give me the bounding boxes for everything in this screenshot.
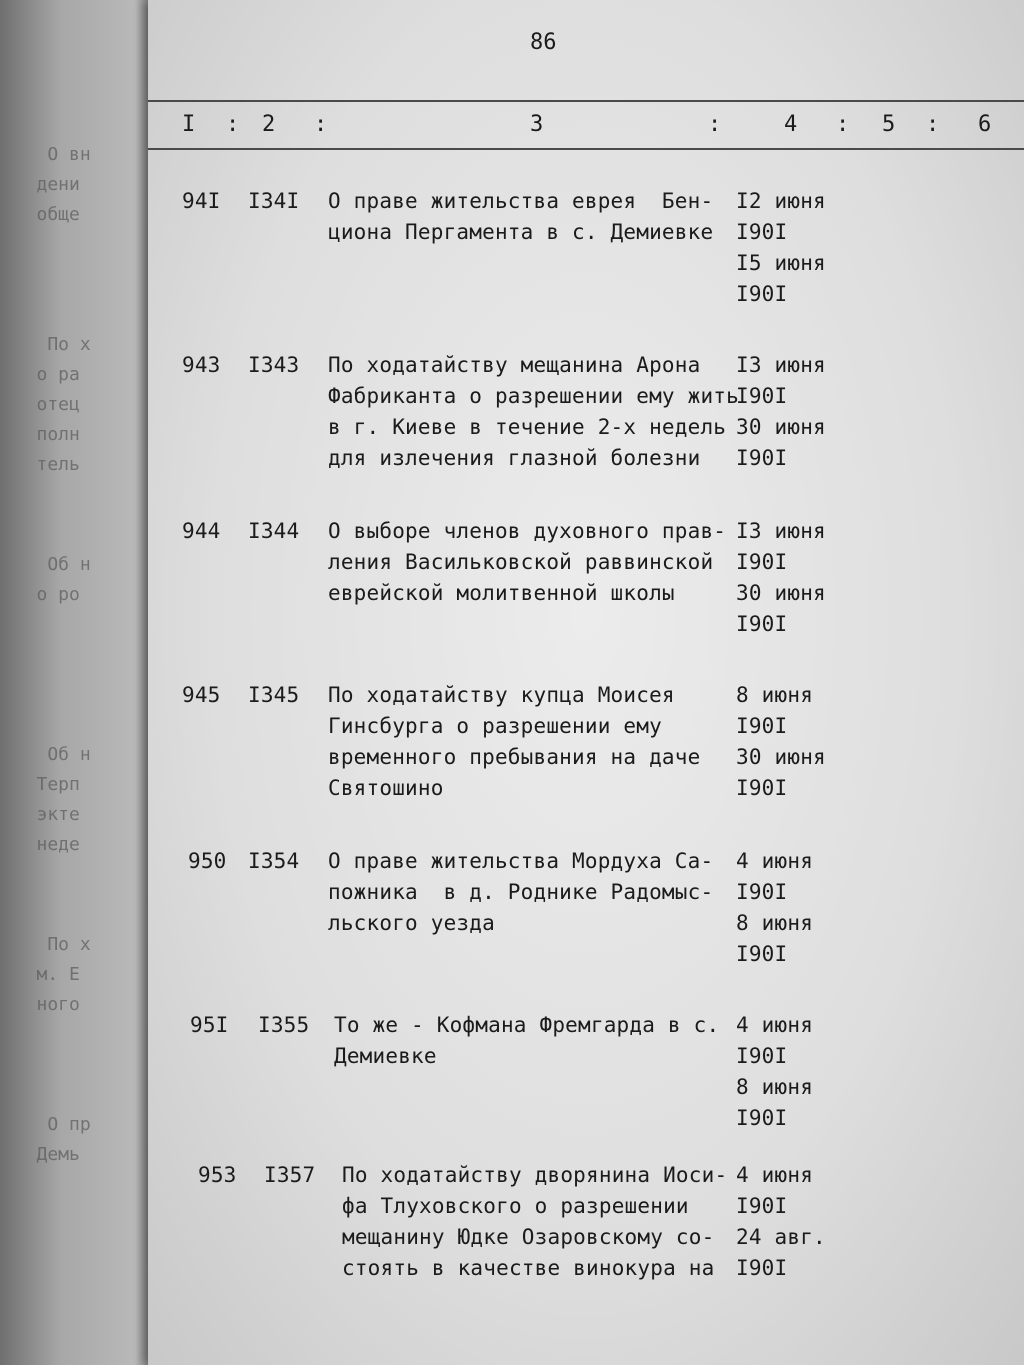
- entry-title: По ходатайству дворянина Иоси- фа Тлуховского о разрешении мещанину Юдке Озаровскому со- стоять в качестве винокура на: [342, 1163, 728, 1280]
- entry-number: 95I: [190, 1013, 229, 1037]
- column-header-5: 5: [882, 112, 896, 137]
- facing-page: О вн дени обще По х о ра отец полн тель Об н о ро Об н Терп экте неде По х м. Е ного О пр Демь: [0, 0, 150, 1365]
- entry-number: 945: [182, 683, 221, 707]
- entry-dates: 4 июня I90I 8 июня I90I: [736, 1013, 814, 1130]
- column-header-3: 3: [530, 112, 544, 137]
- entry-file-number: I343: [248, 353, 300, 377]
- entry-number: 94I: [182, 189, 221, 213]
- column-header-separator: :: [926, 112, 940, 137]
- entry-dates: 4 июня I90I 8 июня I90I: [736, 849, 814, 966]
- page-number: 86: [530, 30, 557, 55]
- entry-file-number: I34I: [248, 189, 300, 213]
- entry-number: 950: [188, 849, 227, 873]
- entry-title: То же - Кофмана Фремгарда в с. Демиевке: [334, 1013, 720, 1068]
- entry-file-number: I355: [258, 1013, 310, 1037]
- column-header-separator: :: [836, 112, 850, 137]
- entry-title: О выборе членов духовного прав- ления Васильковской раввинской еврейской молитвенной школы: [328, 519, 727, 605]
- column-header-separator: :: [708, 112, 722, 137]
- column-header-separator: :: [226, 112, 240, 137]
- entry-file-number: I357: [264, 1163, 316, 1187]
- entry-number: 943: [182, 353, 221, 377]
- column-header-1: I: [182, 112, 196, 137]
- entry-file-number: I344: [248, 519, 300, 543]
- entry-dates: 4 июня I90I 24 авг. I90I: [736, 1163, 826, 1280]
- entry-dates: 8 июня I90I 30 июня I90I: [736, 683, 826, 800]
- entry-dates: I3 июня I90I 30 июня I90I: [736, 353, 826, 470]
- entry-title: По ходатайству купца Моисея Гинсбурга о разрешении ему временного пребывания на даче Святошино: [328, 683, 701, 800]
- entry-title: По ходатайству мещанина Арона Фабриканта о разрешении ему жить в г. Киеве в течение 2-х недель для излечения глазной болезни: [328, 353, 739, 470]
- entry-dates: I3 июня I90I 30 июня I90I: [736, 519, 826, 636]
- header-rule-bottom: [148, 148, 1024, 150]
- column-header-6: 6: [978, 112, 992, 137]
- entry-number: 953: [198, 1163, 237, 1187]
- column-header-4: 4: [784, 112, 798, 137]
- entry-dates: I2 июня I90I I5 июня I90I: [736, 189, 826, 306]
- column-header-2: 2: [262, 112, 276, 137]
- entry-number: 944: [182, 519, 221, 543]
- header-rule-top: [148, 100, 1024, 102]
- entry-title: О праве жительства Мордуха Са- пожника в д. Роднике Радомыс- льского уезда: [328, 849, 714, 935]
- column-header-separator: :: [314, 112, 328, 137]
- entry-title: О праве жительства еврея Бен- циона Пергамента в с. Демиевке: [328, 189, 714, 244]
- document-page: [148, 0, 1024, 1365]
- entry-file-number: I354: [248, 849, 300, 873]
- entry-file-number: I345: [248, 683, 300, 707]
